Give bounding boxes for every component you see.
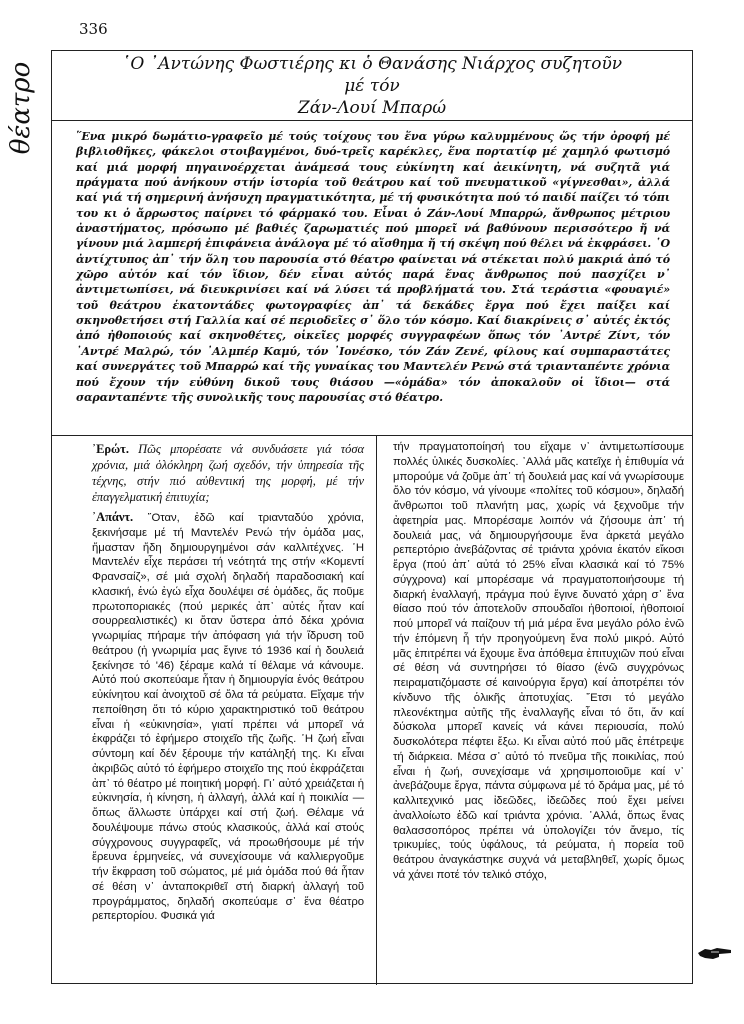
intro-box	[52, 121, 692, 436]
page-number: 336	[79, 20, 108, 38]
pointing-hand-icon	[697, 944, 733, 962]
article-title	[112, 53, 632, 119]
answer-paragraph-left	[92, 510, 364, 924]
title-box	[52, 51, 692, 121]
question-paragraph	[92, 442, 364, 506]
section-label-text: θέατρο	[6, 61, 36, 154]
section-label	[2, 60, 40, 155]
right-column	[377, 436, 694, 985]
article-frame	[51, 50, 693, 984]
title-line-2: Ζάν-Λουί Μπαρώ	[297, 97, 447, 118]
intro-paragraph: ῞Ενα μικρό δωμάτιο-γραφεῖο μέ τούς τοίχους του ἕνα γύρω καλυμμένους ὥς τήν ὀροφή μέ βιβλιοθῆκες, φάκελοι στοιβαγμένοι, δυό-τρεῖς καρέκλες, ἕνα πορτατίφ μέ χαμηλό φωτισμό καί μιά μορφή πηγαινοέρχεται ἀνάμεσά τους εὐκίνητη καί ἀεικίνητη, νά συζητᾶ γιά πράγματα πού ἀνήκουν στήν ἱστορία τοῦ θεάτρου καί τοῦ πνευματικοῦ «γίγνεσθαι», ἀλλά καί γιά τή σημερινή ἀνήσυχη πραγματικότητα, μέ τή φυσικότητα πού τό παιδί παίζει τό τόπι του κι ὁ ἄρρωστος παίρνει τό φάρμακό του. Εἶναι ὁ Ζάν-Λουί Μπαρρώ, ἄνθρωπος μέτριου ἀναστήματος, πρόσωπο μέ βαθιές ζαρωματιές πού μπορεῖ νά βαθύνουν περισσότερο ἤ νά γίνουν μιά λαμπερή ἐπιφάνεια ἀνάλογα μέ τό αἴσθημα ἤ τή σκέψη πού θέλει νά ἐκφράσει. ῾Ο ἀντίχτυπος ἀπ᾿ τήν ὅλη του παρουσία στό θέατρο φαίνεται νά στέκεται πολύ μακριά ἀπό τό χῶρο αὐτόν καί τόν ἴδιον, δέν εἶναι αὐτός παρά ἕνας ἄνθρωπος πού πασχίζει ν᾿ ἀντιμετωπίσει, νά διευκρινίσει καί νά λύσει τά προβλήματά του. Στά τεράστια «φουαγιέ» τοῦ θεάτρου ἑκατοντάδες φωτογραφίες ἀπ᾿ τά δεκάδες ἔργα πού ἔχει παίξει καί σκηνοθετήσει στή Γαλλία καί σέ περιοδεῖες σ᾿ ὅλο τόν κόσμο. Καί διακρίνεις σ᾿ αὐτές ἐκτός ἀπό ἠθοποιούς καί σκηνοθέτες, οἰκεῖες μορφές συγγραφέων ὅπως τόν ᾿Αντρέ Ζίντ, τόν ᾿Αντρέ Μαλρώ, τόν ᾿Αλμπέρ Καμύ, τόν ᾿Ιονέσκο, τόν Ζάν Ζενέ, φίλους καί συμπαραστάτες καί συνεργάτες τοῦ Μπαρρώ καί τῆς γυναίκας του Μαντελέν Ρενώ στά τριανταπέντε χρόνια πού ἔχουν τήν εὐθύνη δικοῦ τους θιάσου —«ὁμάδα» τόν ἀποκαλοῦν οἱ ἴδιοι— στά σαρανταπέντε τῆς συνολικῆς τους παρουσίας στό θέατρο.	[76, 130, 670, 404]
left-column	[52, 436, 377, 985]
interview-columns	[52, 436, 692, 985]
question-label: ᾿Ερώτ.	[92, 442, 129, 456]
answer-label: ᾿Απάντ.	[92, 510, 134, 524]
question-text: Πῶς μπορέσατε νά συνδυάσετε γιά τόσα χρόνια, μιά ὁλόκληρη ζωή σχεδόν, τήν ὑπηρεσία τῆς τέχνης, στήν πιό αὐθεντική της μορφή, μέ τήν ἐπαγγελματική ἐπιτυχία;	[92, 442, 365, 504]
answer-text-left: ῞Οταν, ἐδῶ καί τριανταδύο χρόνια, ξεκινήσαμε μέ τή Μαντελέν Ρενώ τήν ὁμάδα μας, ἤμασταν ἤδη δημιουργημένοι σάν καλλιτέχνες. ῾Η Μαντελέν εἶχε περάσει τή νεότητά της στήν «Κομεντί Φρανσαίζ», σέ μιά σχολή δηλαδή παραδοσιακή καί κλασική, ἐνώ ἐγώ εἶχα δουλέψει σέ ὁμάδες, ἄς ποῦμε πρωτοποριακές (πού μερικές ἀπ᾿ αὐτές ἦταν καί σουρρεαλιστικές) κι ὅταν ὕστερα ἀπό δέκα χρόνια γνωριμίας πήραμε τήν ἀπόφαση γιά τήν ἵδρυση τοῦ θεάτρου (ἡ γνωριμία μας ἔγινε τό 1936 καί ἡ δουλειά ξεκίνησε τό '46) ξέραμε καλά τί θέλαμε νά κάνουμε. Αὐτό πού σκοπεύαμε ἦταν ἡ δημιουργία ἑνός θεάτρου εὐκίνητου καί ἀνοιχτοῦ σέ ὅλα τά ρεύματα. Εἴχαμε τήν πεποίθηση ὅτι τό κύριο χαρακτηριστικό τοῦ θεάτρου εἶναι ἡ «εὐκινησία», γιατί πρέπει νά μπορεῖ νά ἐκφράζει τό ἐφήμερο στοιχεῖο τῆς ζωῆς. ῾Η ζωή εἶναι σύντομη καί δέν ξέρουμε τήν κατάληξή της. Κι εἶναι ἀκριβῶς αὐτό τό ἐφήμερο στοιχεῖο της πού ἐκφράζεται ἀπ᾿ τό θέατρο μέ ποιητική μορφή. Γι᾿ αὐτό χρειάζεται ἡ εὐκινησία, ἡ κίνηση, ἡ ἀλλαγή, ἀλλά καί ἡ ποικιλία — ὅπως ἄλλωστε ὑπάρχει καί στή ζωή. Θέλαμε νά δουλέψουμε πάνω στούς κλασικούς, ἀλλά καί στούς σύγχρονους συγγραφεῖς, νά προωθήσουμε μέ τήν ἔρευνα ἑρμηνείες, νά συνεχίσουμε νά καλλιεργοῦμε τήν ἔκφραση τοῦ σώματος, μέ μιά ὁμάδα πού θά ἦταν σέ θέση ν᾿ ἀνταποκριθεῖ στή διαρκή ἀλλαγή τοῦ προγράμματος, δηλαδή σκοπεύαμε σ᾿ ἕνα θέατρο ρεπερτορίου. Φυσικά γιά	[92, 512, 365, 923]
answer-text-right: τήν πραγματοποίησή του εἴχαμε ν᾿ ἀντιμετωπίσουμε πολλές ὑλικές δυσκολίες. ᾿Αλλά μᾶς κατεῖχε ἡ ἐπιθυμία νά μπορούμε νά ζοῦμε ἀπ᾿ τή δουλειά μας καί νά γνωρίσουμε ὅλο τόν κόσμο, νά γίνουμε «πολίτες τοῦ κόσμου», δηλαδή ἄνθρωποι τοῦ πλανήτη μας, χωρίς νά ξεχνοῦμε τήν ἀφετηρία μας. Μπορέσαμε λοιπόν νά ζήσουμε ἀπ᾿ τή δουλειά μας, νά δημιουργήσουμε ἕνα ἀρκετά μεγάλο ρεπερτόριο ἀνεβάζοντας σέ τριάντα χρόνια ἑκατόν εἴκοσι ἔργα (πού ἀπ᾿ αὐτά τό 25% εἶναι κλασικά καί τό 75% σύγχρονα) καί μπορέσαμε νά πραγματοποιήσουμε τή διαρκή ἐναλλαγή, πράγμα πού ἔγινε δυνατό χάρη σ᾿ ἕνα θίασο πού τόν ἀποτελοῦν σπουδαῖοι ἠθοποιοί, ἠθοποιοί πού μπορεῖ νά παίζουν τή μιά μέρα ἕνα μεγάλο ρόλο ἐνῶ τήν ἑπόμενη ἦ τήν προηγούμενη ἕνα πολύ μικρό. Αὐτό μᾶς ἐπιτρέπει νά ἔχουμε ἕνα ἀπόθεμα ἐπιτυχιῶν πού εἶναι σέ θέση νά συντηρήσει τό θίασο (ἐνῶ συγχρόνως πειραματιζόμαστε σέ καινούργια ἔργα) καί ἀποτρέπει τόν κίνδυνο τῆς ὁλικῆς ἀποτυχίας. ῎Ετσι τό μεγάλο πλεονέκτημα αὐτῆς τῆς ἐναλλαγῆς εἶναι τό ὅτι, ἄν καί δύσκολα μπορεῖ κανείς νά κάνει περιουσία, πολύ δυσκολότερα πέφτει ἔξω. Κι εἶναι αὐτό πού μᾶς ἐπέτρεψε τή διάρκεια. Μέσα σ᾿ αὐτό τό πνεῦμα τῆς ποικιλίας, πού εἶναι ἡ ζωή, συνεχίσαμε νά χρησιμοποιοῦμε καί ν᾿ ἀνεβάζουμε ἔργα, πάντα σύμφωνα μέ τό δράμα μας, μέ τό καλλιτεχνικό μας ἰδεῶδες, ἰδεῶδες πού ἔχει μείνει ἀναλλοίωτο ἐδῶ καί τριάντα χρόνια. ᾿Αλλά, ὅπως ἕνας θαλασσοπόρος πρέπει νά ὑπολογίζει τόν ἄνεμο, τίς τρικυμίες, τούς ὑφάλους, τά ρεύματα, ἡ πορεία τοῦ θεάτρου ἀναγκάστηκε συχνά νά μεταβληθεῖ, χωρίς ὅμως νά χάνει ποτέ τόν τελικό στόχο,	[393, 441, 684, 881]
title-line-1: ῾Ο ᾿Αντώνης Φωστιέρης κι ὁ Θανάσης Νιάρχος συζητοῦν μέ τόν	[121, 53, 623, 96]
